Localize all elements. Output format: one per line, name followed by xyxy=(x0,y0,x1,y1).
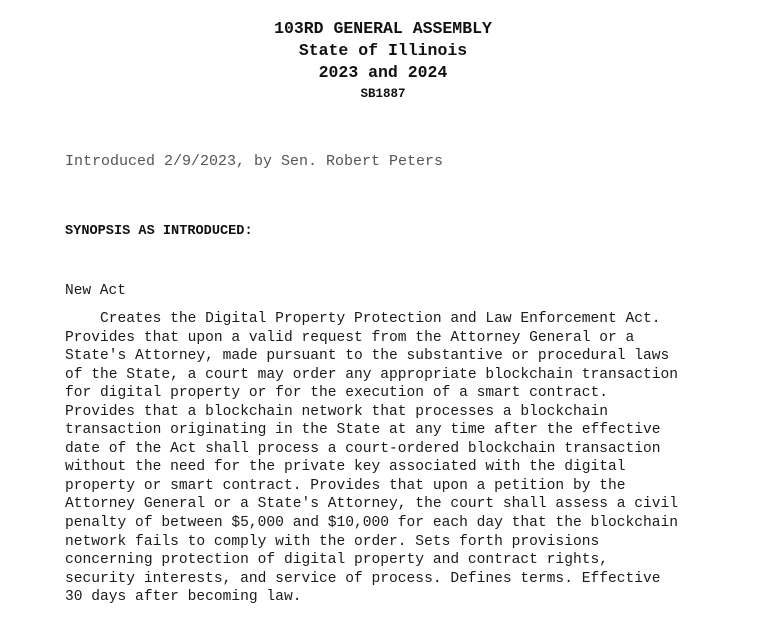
introduced-line: Introduced 2/9/2023, by Sen. Robert Peters xyxy=(65,153,444,170)
synopsis-line: for digital property or for the execution of a smart contract. xyxy=(65,385,608,402)
synopsis-line: 30 days after becoming law. xyxy=(65,589,302,606)
document-header xyxy=(0,18,760,103)
bill-number: SB1887 xyxy=(360,87,406,101)
synopsis-line: date of the Act shall process a court-ordered blockchain transaction xyxy=(65,440,661,457)
session-years: 2023 and 2024 xyxy=(318,63,448,82)
synopsis-line: Creates the Digital Property Protection and Law Enforcement Act. xyxy=(65,311,661,327)
state-name: State of Illinois xyxy=(298,41,468,60)
synopsis-line: transaction originating in the State at any time after the effective xyxy=(65,422,661,439)
synopsis-line: security interests, and service of process. Defines terms. Effective xyxy=(65,570,661,587)
synopsis-line: property or smart contract. Provides that upon a petition by the xyxy=(65,477,626,494)
synopsis-line: Provides that a blockchain network that processes a blockchain xyxy=(65,403,608,420)
act-type-label: New Act xyxy=(65,283,126,299)
synopsis-heading: SYNOPSIS AS INTRODUCED: xyxy=(65,224,253,239)
synopsis-line: of the State, a court may order any appropriate blockchain transaction xyxy=(65,366,679,383)
synopsis-line: State's Attorney, made pursuant to the substantive or procedural laws xyxy=(65,348,670,365)
synopsis-body xyxy=(65,310,678,607)
synopsis-line: concerning protection of digital property and contract rights, xyxy=(65,552,608,569)
synopsis-line: without the need for the private key associated with the digital xyxy=(65,459,626,476)
synopsis-line: Provides that upon a valid request from the Attorney General or a xyxy=(65,329,635,346)
synopsis-line: network fails to comply with the order. Sets forth provisions xyxy=(65,533,600,550)
assembly-title: 103RD GENERAL ASSEMBLY xyxy=(274,19,492,38)
synopsis-line: penalty of between $5,000 and $10,000 for each day that the blockchain xyxy=(65,515,679,532)
synopsis-line: Attorney General or a State's Attorney, the court shall assess a civil xyxy=(65,496,679,513)
